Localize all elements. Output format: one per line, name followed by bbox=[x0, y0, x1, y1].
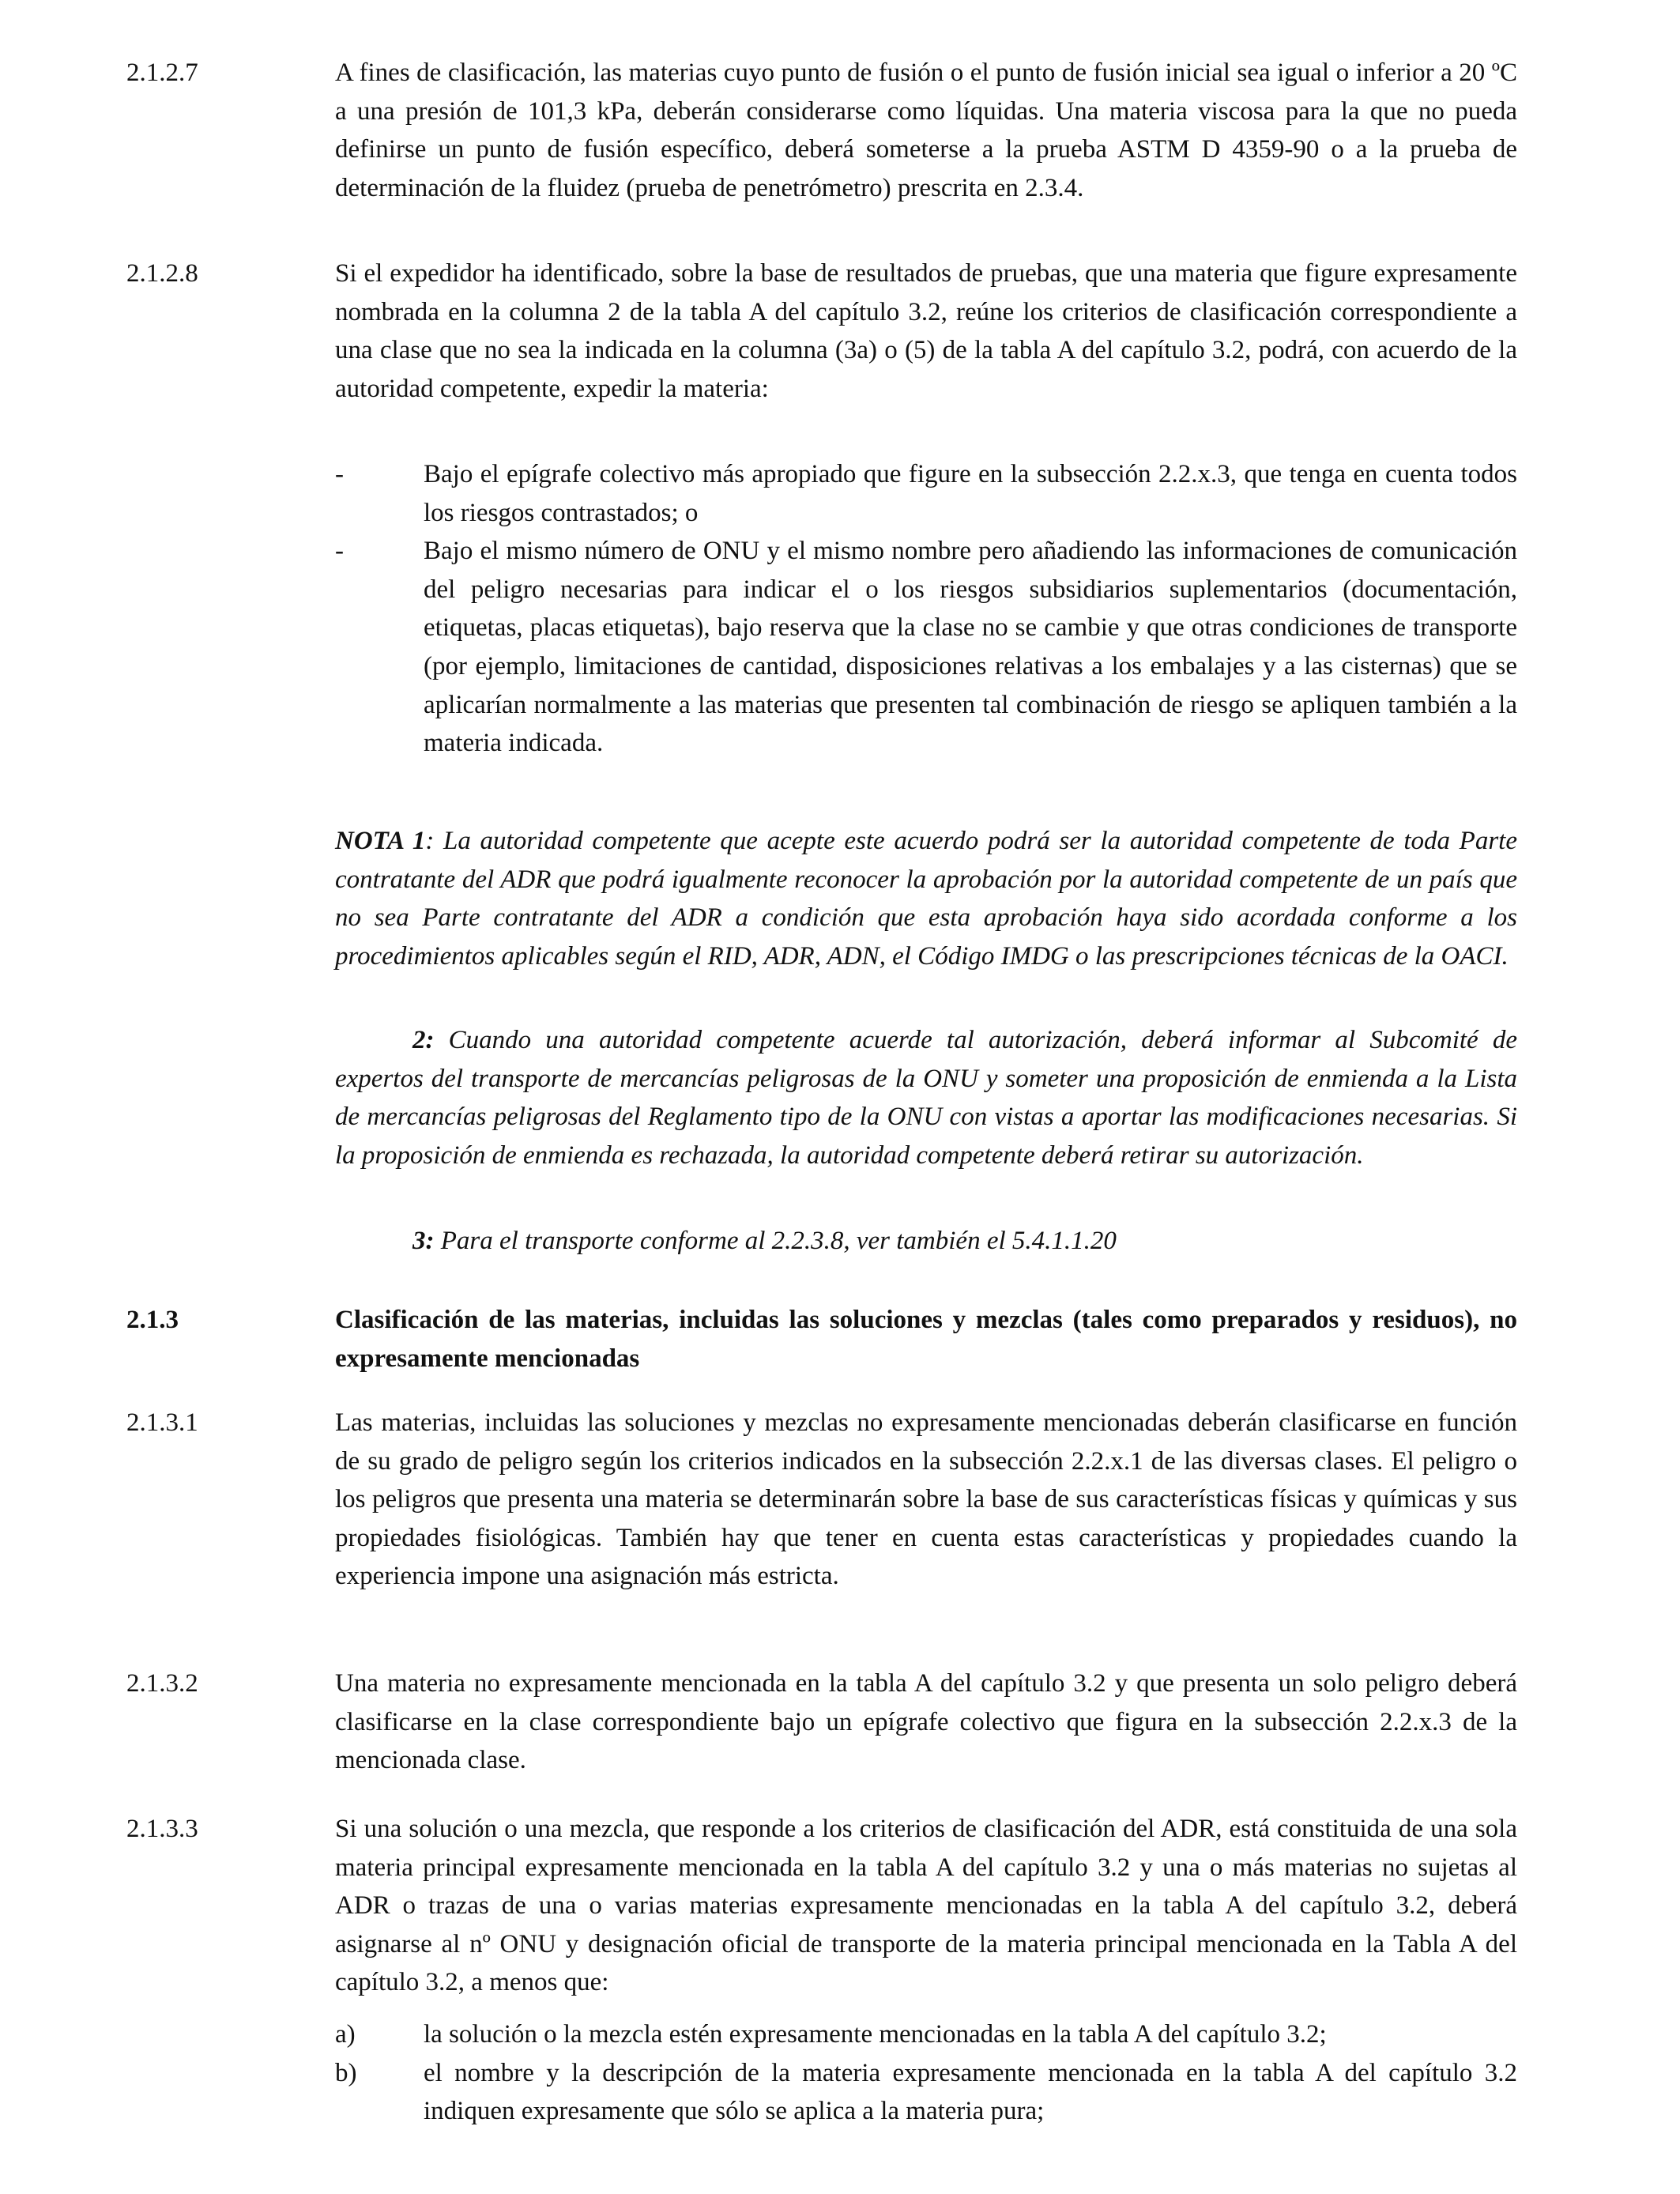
section-number: 2.1.3.1 bbox=[126, 1408, 198, 1437]
paragraph-text: A fines de clasificación, las materias cuyo punto de fusión o el punto de fusión inicial sea igual o inferior a 20 ºC a una presión de 101,3 kPa, deberán considerarse como líquidas. Una materia viscosa para la que no pueda definirse un punto de fusión específico, deberá someterse a la prueba ASTM D 4359-90 o a la prueba de determinación de la fluidez (prueba de penetrómetro) prescrita en 2.3.4. bbox=[335, 58, 1517, 202]
paragraph-text: Si una solución o una mezcla, que responde a los criterios de clasificación del ADR, está constituida de una sola materia principal expresamente mencionada en la tabla A del capítulo 3.2 y una o más materias no sujetas al ADR o trazas de una o varias materias expresamente mencionadas en la tabla A del capítulo 3.2, deberá asignarse al nº ONU y designación oficial de transporte de la materia principal mencionada en la Tabla A del capítulo 3.2, a menos que: bbox=[335, 1815, 1517, 1997]
list-marker: - bbox=[335, 460, 344, 488]
paragraph-text: Si el expedidor ha identificado, sobre la base de resultados de pruebas, que una materia que figure expresamente nombrada en la columna 2 de la tabla A del capítulo 3.2, reúne los criterios de clasificación correspondiente a una clase que no sea la indicada en la columna (3a) o (5) de la tabla A del capítulo 3.2, podrá, con acuerdo de la autoridad competente, expedir la materia: bbox=[335, 259, 1517, 403]
dash-list bbox=[335, 455, 1517, 763]
section-paragraph bbox=[335, 54, 1517, 207]
note-text: : La autoridad competente que acepte este acuerdo podrá ser la autoridad competente de toda Parte contratante del ADR que podrá igualmente reconocer la aprobación por la autoridad competente de un país que no sea Parte contratante del ADR a condición que esta aprobación haya sido acordada conforme a los procedimientos aplicables según el RID, ADR, ADN, el Código IMDG o las prescripciones técnicas de la OACI. bbox=[335, 827, 1517, 971]
section-number: 2.1.3.3 bbox=[126, 1815, 198, 1843]
note-3 bbox=[335, 1222, 1517, 1261]
paragraph-text: Las materias, incluidas las soluciones y mezclas no expresamente mencionadas deberán clasificarse en función de su grado de peligro según los criterios indicados en la subsección 2.2.x.1 de las diversas clases. El peligro o los peligros que presenta una materia se determinarán sobre la base de sus características físicas y químicas y sus propiedades fisiológicas. También hay que tener en cuenta estas características y propiedades cuando la experiencia impone una asignación más estricta. bbox=[335, 1408, 1517, 1591]
section-paragraph bbox=[335, 1810, 1517, 2002]
list-item bbox=[335, 455, 1517, 532]
list-marker: - bbox=[335, 537, 344, 566]
list-item bbox=[335, 2054, 1517, 2131]
section-number: 2.1.2.8 bbox=[126, 259, 198, 288]
section-heading: Clasificación de las materias, incluidas las soluciones y mezclas (tales como preparados y residuos), no expresamente mencionadas bbox=[335, 1306, 1517, 1373]
list-item-text: la solución o la mezcla estén expresamente mencionadas en la tabla A del capítulo 3.2; bbox=[424, 2020, 1327, 2049]
section-number: 2.1.3.2 bbox=[126, 1669, 198, 1698]
list-marker: b) bbox=[335, 2058, 357, 2087]
list-item bbox=[335, 2015, 1517, 2054]
lettered-list bbox=[335, 2015, 1517, 2131]
list-item-text: Bajo el mismo número de ONU y el mismo nombre pero añadiendo las informaciones de comunicación del peligro necesarias para indicar el o los riesgos subsidiarios suplementarios (documentación, etiquetas, placas etiquetas), bajo reserva que la clase no se cambie y que otras condiciones de transporte (por ejemplo, limitaciones de cantidad, disposiciones relativas a los embalajes y a las cisternas) que se aplicarían normalmente a las materias que presenten tal combinación de riesgo se apliquen también a la materia indicada. bbox=[424, 537, 1517, 758]
list-marker: a) bbox=[335, 2020, 356, 2049]
paragraph-text: Una materia no expresamente mencionada en la tabla A del capítulo 3.2 y que presenta un solo peligro deberá clasificarse en la clase correspondiente bajo un epígrafe colectivo que figura en la subsección 2.2.x.3 de la mencionada clase. bbox=[335, 1669, 1517, 1775]
note-label: 3: bbox=[412, 1227, 435, 1255]
section-paragraph bbox=[335, 254, 1517, 408]
list-item-text: el nombre y la descripción de la materia expresamente mencionada en la tabla A del capítulo 3.2 indiquen expresamente que sólo se aplica a la materia pura; bbox=[424, 2058, 1517, 2126]
list-item-text: Bajo el epígrafe colectivo más apropiado que figure en la subsección 2.2.x.3, que tenga en cuenta todos los riesgos contrastados; o bbox=[424, 460, 1517, 527]
note-label: NOTA 1 bbox=[335, 827, 426, 855]
section-paragraph bbox=[335, 1404, 1517, 1596]
list-item bbox=[335, 532, 1517, 763]
note-2 bbox=[335, 1021, 1517, 1174]
note-text: Para el transporte conforme al 2.2.3.8, ver también el 5.4.1.1.20 bbox=[434, 1227, 1117, 1255]
section-number: 2.1.2.7 bbox=[126, 58, 198, 87]
note-1 bbox=[335, 822, 1517, 975]
note-label: 2: bbox=[412, 1026, 435, 1054]
section-paragraph bbox=[335, 1664, 1517, 1780]
note-text: Cuando una autoridad competente acuerde tal autorización, deberá informar al Subcomité de expertos del transporte de mercancías peligrosas de la ONU y someter una proposición de enmienda a la Lista de mercancías peligrosas del Reglamento tipo de la ONU con vistas a aportar las modificaciones necesarias. Si la proposición de enmienda es rechazada, la autoridad competente deberá retirar su autorización. bbox=[335, 1026, 1517, 1170]
section-number: 2.1.3 bbox=[126, 1306, 179, 1334]
